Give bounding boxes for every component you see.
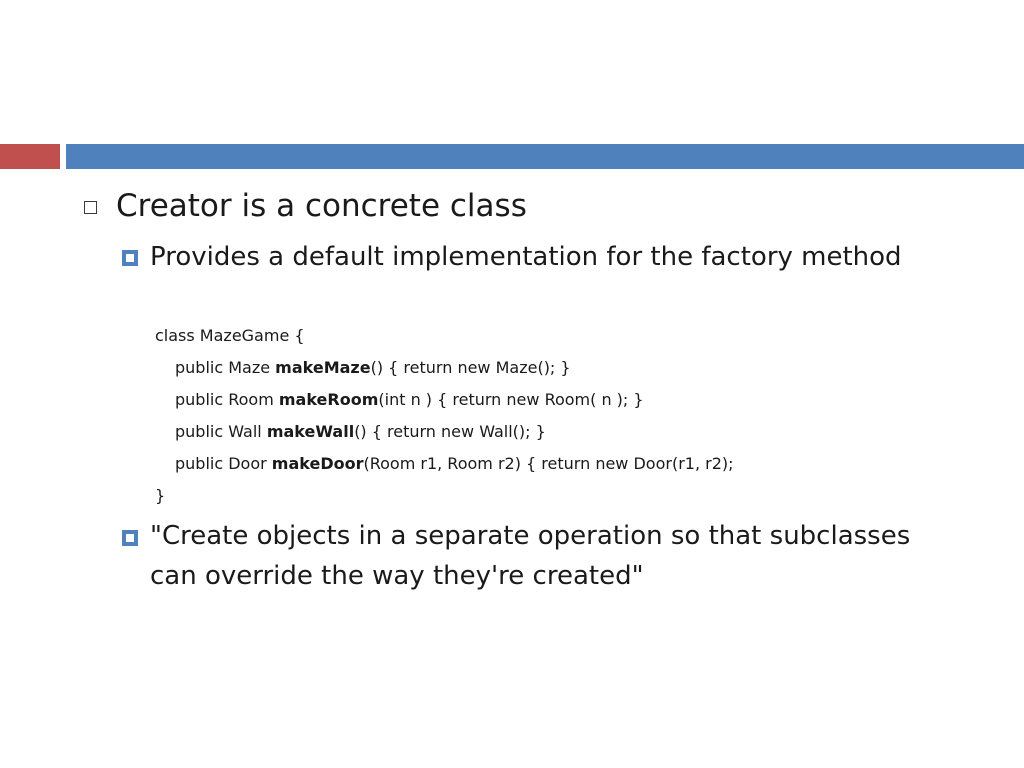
code-line-4-pre: public Wall — [175, 422, 267, 441]
code-line-2-method: makeMaze — [275, 358, 371, 377]
code-line-4-post: () { return new Wall(); } — [354, 422, 546, 441]
header-accent-bar-blue — [66, 144, 1024, 169]
bullet-level2-text-second: "Create objects in a separate operation so that subclasses can override the way they're created" — [150, 521, 911, 591]
code-block — [155, 320, 734, 512]
code-line-4 — [155, 416, 734, 448]
code-line-5-pre: public Door — [175, 454, 272, 473]
header-accent-bar-red — [0, 144, 60, 169]
bullet-level2-text-first: Provides a default implementation for the factory method — [150, 242, 902, 272]
hollow-square-bullet-icon — [84, 201, 97, 214]
code-line-3 — [155, 384, 734, 416]
code-line-3-pre: public Room — [175, 390, 279, 409]
code-line-5-method: makeDoor — [271, 454, 364, 473]
code-line-4-method: makeWall — [266, 422, 355, 441]
code-line-2 — [155, 352, 734, 384]
code-line-5 — [155, 448, 734, 480]
bullet-level1-text: Creator is a concrete class — [116, 188, 527, 224]
filled-square-bullet-icon — [122, 530, 138, 546]
code-line-3-method: makeRoom — [278, 390, 379, 409]
code-line-3-post: (int n ) { return new Room( n ); } — [378, 390, 644, 409]
code-line-2-post: () { return new Maze(); } — [370, 358, 571, 377]
code-line-1: class MazeGame { — [155, 326, 305, 345]
code-line-5-post: (Room r1, Room r2) { return new Door(r1, r2); — [363, 454, 734, 473]
code-line-2-pre: public Maze — [175, 358, 276, 377]
filled-square-bullet-icon — [122, 250, 138, 266]
code-line-6: } — [155, 486, 166, 505]
